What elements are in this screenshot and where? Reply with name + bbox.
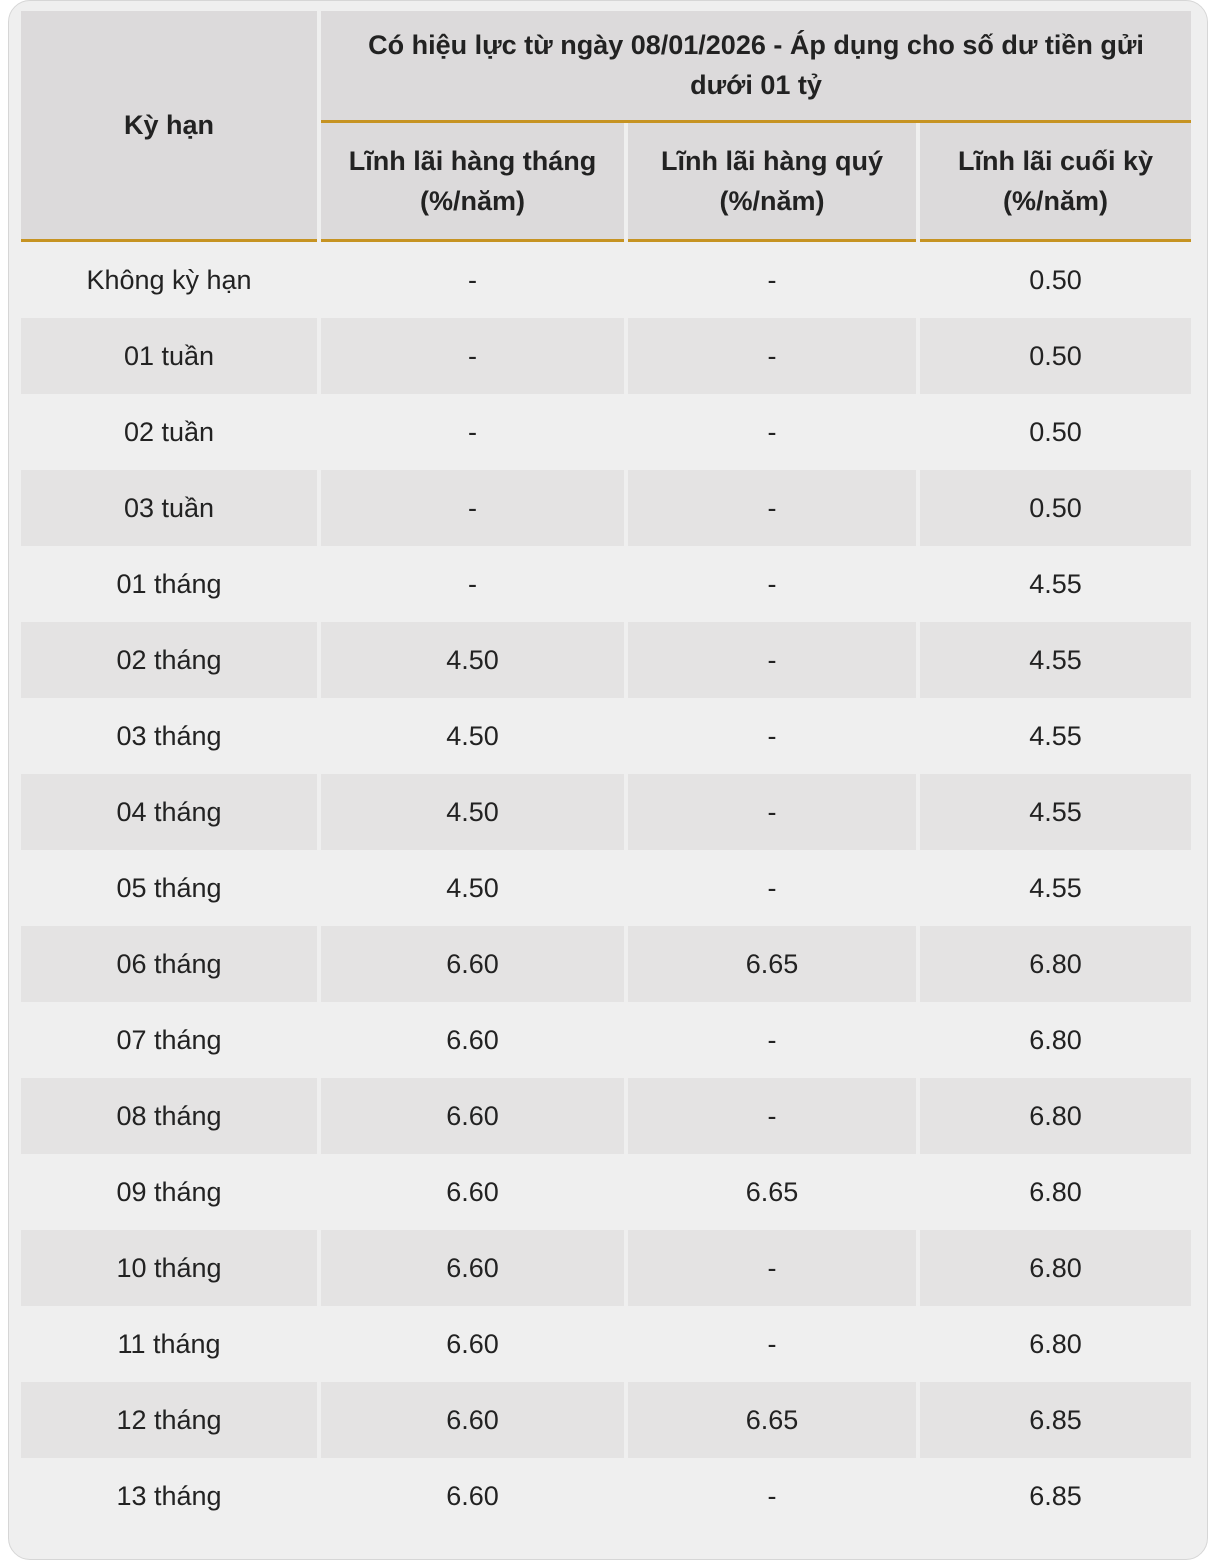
term-cell: 02 tuần <box>21 394 317 470</box>
end-of-term-rate-cell: 4.55 <box>920 850 1191 926</box>
term-cell: Không kỳ hạn <box>21 239 317 318</box>
monthly-rate-cell: 4.50 <box>321 622 624 698</box>
table-row <box>21 1306 1191 1382</box>
table-row <box>21 622 1191 698</box>
table-row <box>21 318 1191 394</box>
end-of-term-rate-cell: 4.55 <box>920 774 1191 850</box>
term-cell: 04 tháng <box>21 774 317 850</box>
quarterly-rate-cell: - <box>628 622 916 698</box>
end-of-term-rate-cell: 6.80 <box>920 1154 1191 1230</box>
quarterly-rate-cell: 6.65 <box>628 1154 916 1230</box>
end-of-term-rate-cell: 0.50 <box>920 318 1191 394</box>
monthly-rate-cell: 6.60 <box>321 1230 624 1306</box>
term-cell: 12 tháng <box>21 1382 317 1458</box>
table-row <box>21 470 1191 546</box>
table-row <box>21 1458 1191 1534</box>
monthly-rate-cell: 6.60 <box>321 1002 624 1078</box>
term-cell: 08 tháng <box>21 1078 317 1154</box>
table-header <box>21 11 1191 239</box>
term-cell: 01 tuần <box>21 318 317 394</box>
end-of-term-rate-cell: 6.80 <box>920 1230 1191 1306</box>
table-row <box>21 546 1191 622</box>
table-row <box>21 394 1191 470</box>
term-cell: 03 tháng <box>21 698 317 774</box>
monthly-rate-cell: 6.60 <box>321 1458 624 1534</box>
quarterly-rate-cell: - <box>628 774 916 850</box>
monthly-rate-cell: 6.60 <box>321 1154 624 1230</box>
quarterly-rate-cell: 6.65 <box>628 1382 916 1458</box>
term-cell: 01 tháng <box>21 546 317 622</box>
quarterly-rate-cell: - <box>628 239 916 318</box>
quarterly-rate-cell: - <box>628 1306 916 1382</box>
quarterly-rate-cell: - <box>628 698 916 774</box>
end-of-term-rate-cell: 4.55 <box>920 622 1191 698</box>
monthly-rate-cell: 4.50 <box>321 850 624 926</box>
quarterly-rate-cell: - <box>628 318 916 394</box>
interest-rate-card <box>8 0 1208 1560</box>
monthly-rate-cell: - <box>321 239 624 318</box>
table-row <box>21 1382 1191 1458</box>
quarterly-rate-cell: - <box>628 394 916 470</box>
effective-date-group-header: Có hiệu lực từ ngày 08/01/2026 - Áp dụng cho số dư tiền gửi dưới 01 tỷ <box>321 11 1191 123</box>
end-of-term-interest-column-header: Lĩnh lãi cuối kỳ (%/năm) <box>920 123 1191 239</box>
table-row <box>21 774 1191 850</box>
monthly-rate-cell: 6.60 <box>321 926 624 1002</box>
end-of-term-rate-cell: 6.85 <box>920 1458 1191 1534</box>
table-body <box>21 239 1191 1534</box>
quarterly-rate-cell: 6.65 <box>628 926 916 1002</box>
quarterly-rate-cell: - <box>628 1078 916 1154</box>
end-of-term-rate-cell: 6.80 <box>920 1306 1191 1382</box>
end-of-term-rate-cell: 6.80 <box>920 926 1191 1002</box>
term-cell: 03 tuần <box>21 470 317 546</box>
table-row <box>21 1078 1191 1154</box>
monthly-rate-cell: - <box>321 470 624 546</box>
monthly-rate-cell: 4.50 <box>321 698 624 774</box>
table-row <box>21 698 1191 774</box>
term-cell: 13 tháng <box>21 1458 317 1534</box>
end-of-term-rate-cell: 4.55 <box>920 698 1191 774</box>
quarterly-rate-cell: - <box>628 470 916 546</box>
monthly-rate-cell: 4.50 <box>321 774 624 850</box>
end-of-term-rate-cell: 4.55 <box>920 546 1191 622</box>
table-row <box>21 1230 1191 1306</box>
end-of-term-rate-cell: 0.50 <box>920 470 1191 546</box>
monthly-rate-cell: 6.60 <box>321 1078 624 1154</box>
monthly-rate-cell: - <box>321 318 624 394</box>
end-of-term-rate-cell: 0.50 <box>920 239 1191 318</box>
term-cell: 06 tháng <box>21 926 317 1002</box>
quarterly-rate-cell: - <box>628 1230 916 1306</box>
term-cell: 10 tháng <box>21 1230 317 1306</box>
end-of-term-rate-cell: 0.50 <box>920 394 1191 470</box>
term-cell: 05 tháng <box>21 850 317 926</box>
end-of-term-rate-cell: 6.85 <box>920 1382 1191 1458</box>
quarterly-rate-cell: - <box>628 546 916 622</box>
term-cell: 07 tháng <box>21 1002 317 1078</box>
monthly-rate-cell: 6.60 <box>321 1306 624 1382</box>
table-row <box>21 239 1191 318</box>
term-column-header: Kỳ hạn <box>21 11 317 239</box>
term-cell: 02 tháng <box>21 622 317 698</box>
end-of-term-rate-cell: 6.80 <box>920 1002 1191 1078</box>
term-cell: 09 tháng <box>21 1154 317 1230</box>
table-row <box>21 850 1191 926</box>
quarterly-interest-column-header: Lĩnh lãi hàng quý (%/năm) <box>628 123 916 239</box>
table-row <box>21 1002 1191 1078</box>
table-row <box>21 1154 1191 1230</box>
table-row <box>21 926 1191 1002</box>
monthly-rate-cell: - <box>321 546 624 622</box>
monthly-rate-cell: 6.60 <box>321 1382 624 1458</box>
quarterly-rate-cell: - <box>628 850 916 926</box>
quarterly-rate-cell: - <box>628 1458 916 1534</box>
term-cell: 11 tháng <box>21 1306 317 1382</box>
monthly-interest-column-header: Lĩnh lãi hàng tháng (%/năm) <box>321 123 624 239</box>
end-of-term-rate-cell: 6.80 <box>920 1078 1191 1154</box>
quarterly-rate-cell: - <box>628 1002 916 1078</box>
monthly-rate-cell: - <box>321 394 624 470</box>
interest-rate-table <box>17 11 1195 1534</box>
